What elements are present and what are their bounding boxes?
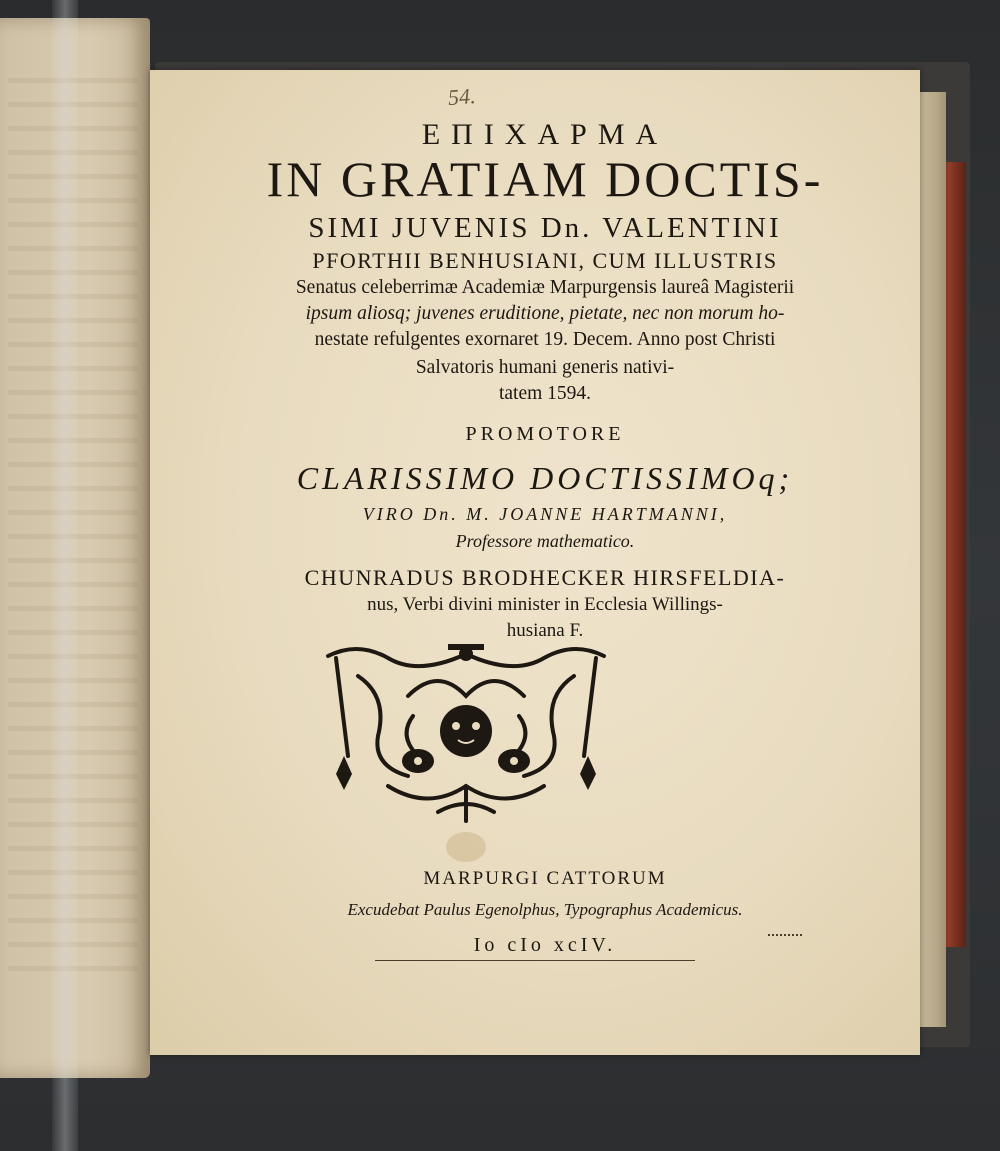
title-line-4: Senatus celeberrimæ Academiæ Marpurgensis laureâ Magisterii [295,277,795,298]
title-line-7: Salvatoris humani generis nativi- [415,357,675,378]
paper-stain [446,832,486,862]
title-page [150,70,920,1055]
pen-mark [768,930,802,936]
promotor-line-2: VIRO Dn. M. JOANNE HARTMANNI, [362,504,728,524]
imprint-printer: Excudebat Paulus Egenolphus, Typographus Academicus. [347,900,743,919]
promotor-label: PROMOTORE [465,423,625,445]
promotor-line-3: Professore mathematico. [455,531,635,551]
folio-mark: 54. [447,83,477,110]
imprint-year: Io cIo xcIV. [473,934,617,956]
author-line-2: nus, Verbi divini minister in Ecclesia Willings- [367,594,723,615]
imprint-city: MARPURGI CATTORUM [423,868,667,889]
author-line-3: husiana F. [506,620,584,641]
page-fold-highlight [52,0,78,1151]
title-greek: ΕΠΙΧΑΡΜΑ [421,118,669,151]
printers-ornament-icon [318,636,614,826]
title-line-6: nestate refulgentes exornaret 19. Decem. Anno post Christi [314,329,776,350]
title-line-5: ipsum aliosq; juvenes eruditione, pietate, nec non morum ho- [305,303,785,324]
title-line-2: SIMI JUVENIS Dn. VALENTINI [308,212,782,244]
title-line-1: IN GRATIAM DOCTIS- [266,151,824,207]
author-line-1: CHUNRADUS BRODHECKER HIRSFELDIA- [304,565,786,590]
promotor-line-1: CLARISSIMO DOCTISSIMOq; [296,460,794,496]
title-line-3: PFORTHII BENHUSIANI, CUM ILLUSTRIS [312,248,778,273]
imprint-rule [375,960,695,961]
title-line-8: tatem 1594. [498,383,592,404]
